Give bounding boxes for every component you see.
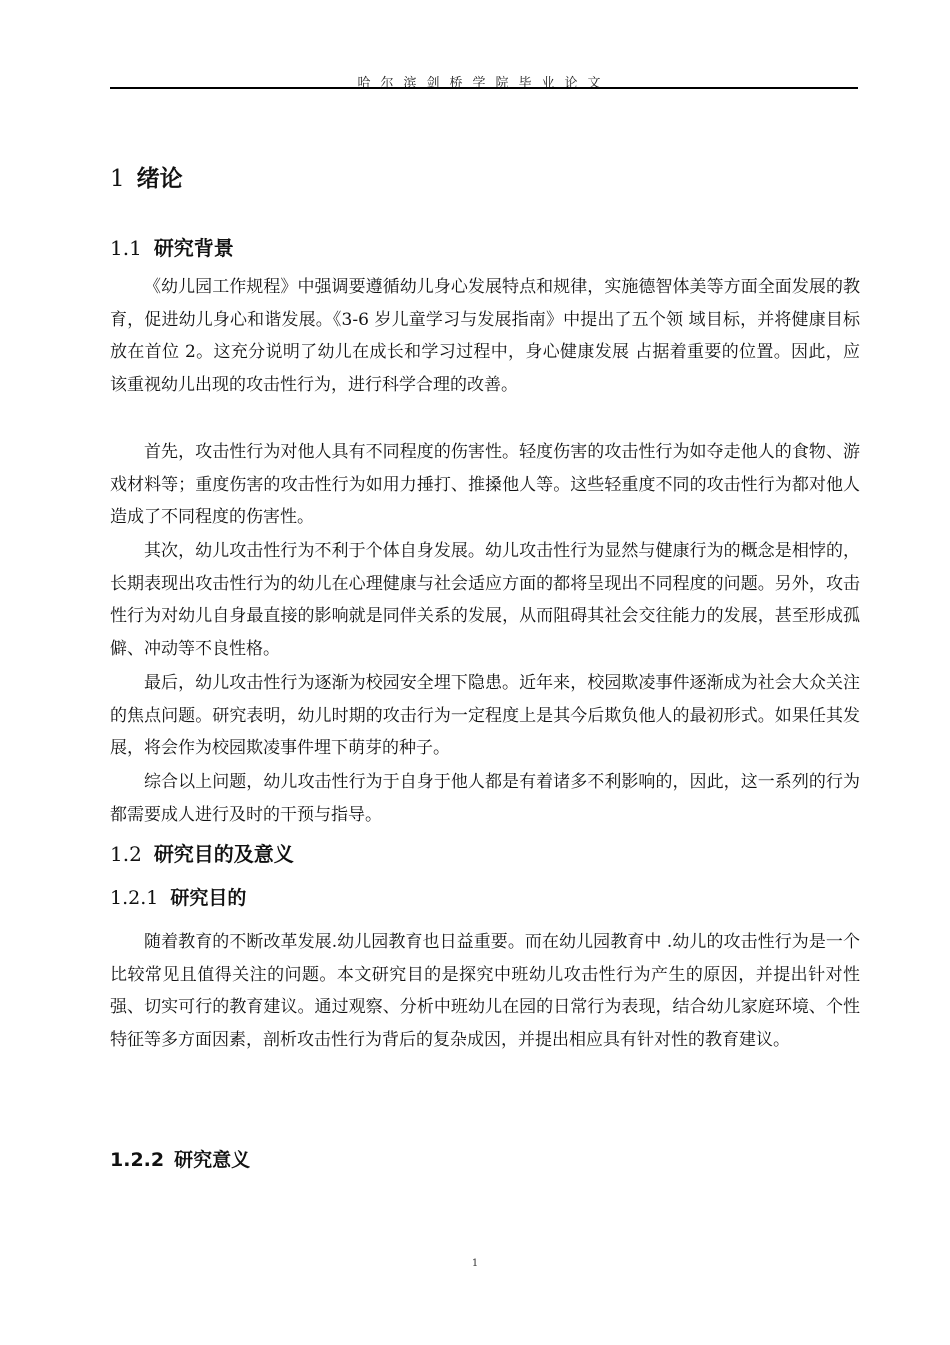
section-number: 1.2 (110, 842, 142, 866)
page-number: 1 (471, 1258, 479, 1269)
paragraph-background-2: 首先，攻击性行为对他人具有不同程度的伤害性。轻度伤害的攻击性行为如夺走他人的食物、游戏材料等；重度伤害的攻击性行为如用力捶打、推搡他人等。这些轻重度不同的攻击性行为都对他人造成了不同程度的伤害性。 (110, 442, 860, 528)
section-title: 研究背景 (153, 236, 234, 260)
paragraph-background-4: 最后，幼儿攻击性行为逐渐为校园安全埋下隐患。近年来，校园欺凌事件逐渐成为社会大众关注的焦点问题。研究表明，幼儿时期的攻击行为一定程度上是其今后欺负他人的最初形式。如果任其发展，将会作为校园欺凌事件埋下萌芽的种子。 (110, 673, 860, 759)
header-rule (110, 87, 858, 89)
subsection-heading-1-2-1 (110, 883, 246, 910)
section-title: 研究目的及意义 (153, 842, 294, 866)
section-number: 1.1 (110, 236, 142, 260)
section-heading-1-2 (110, 838, 294, 867)
paragraph-purpose: 随着教育的不断改革发展.幼儿园教育也日益重要。而在幼儿园教育中 .幼儿的攻击性行为是一个比较常见且值得关注的问题。本文研究目的是探究中班幼儿攻击性行为产生的原因，并提出针对性强、切实可行的教育建议。通过观察、分析中班幼儿在园的日常行为表现，结合幼儿家庭环境、个性特征等多方面因素，剖析攻击性行为背后的复杂成因，并提出相应具有针对性的教育建议。 (110, 932, 860, 1050)
subsection-heading-1-2-2 (110, 1145, 250, 1172)
paragraph-background-3: 其次，幼儿攻击性行为不利于个体自身发展。幼儿攻击性行为显然与健康行为的概念是相悖的，长期表现出攻击性行为的幼儿在心理健康与社会适应方面的都将呈现出不同程度的问题。另外，攻击性行为对幼儿自身最直接的影响就是同伴关系的发展，从而阻碍其社会交往能力的发展，甚至形成孤僻、冲动等不良性格。 (110, 541, 860, 659)
chapter-title: 绪论 (136, 165, 183, 192)
subsection-number: 1.2.2 (110, 1149, 165, 1171)
subsection-title: 研究意义 (174, 1149, 251, 1171)
paragraph-background-5: 综合以上问题，幼儿攻击性行为于自身于他人都是有着诸多不利影响的，因此，这一系列的行为都需要成人进行及时的干预与指导。 (110, 772, 860, 825)
subsection-number: 1.2.1 (110, 887, 159, 909)
chapter-number: 1 (110, 166, 125, 192)
paragraph-background-1: 《幼儿园工作规程》中强调要遵循幼儿身心发展特点和规律，实施德智体美等方面全面发展的教育，促进幼儿身心和谐发展。《3-6 岁儿童学习与发展指南》中提出了五个领 域目标，并将健康目标放在首位 2。这充分说明了幼儿在成长和学习过程中，身心健康发展 占据着重要的位置。因此，应该重视幼儿出现的攻击性行为，进行科学合理的改善。 (110, 277, 860, 395)
running-header: 哈尔滨剑桥学院毕业论文 (357, 76, 611, 91)
chapter-heading (110, 160, 183, 193)
subsection-title: 研究目的 (170, 887, 247, 909)
section-heading-1-1 (110, 232, 234, 261)
